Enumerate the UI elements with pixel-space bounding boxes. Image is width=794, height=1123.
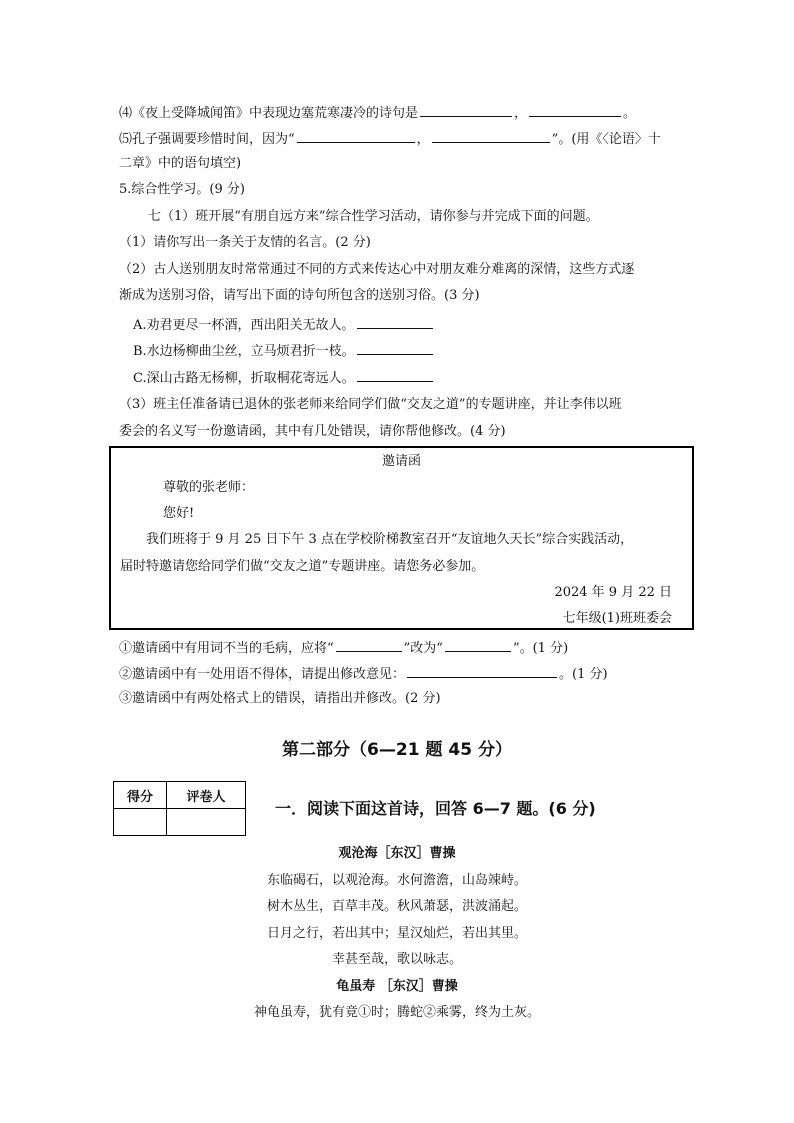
- answer-blank[interactable]: [407, 664, 557, 678]
- invitation-salutation: 尊敬的张老师：: [163, 480, 255, 495]
- question-5-3-line-b: 委会的名义写一份邀请函，其中有几处错误，请你帮他修改。(4 分): [119, 424, 506, 439]
- question-5-2-line-a: （2）古人送别朋友时常常通过不同的方式来传达心中对朋友难分难离的深情，这些方式逐: [119, 262, 635, 277]
- question-text: ⑷《夜上受降城闻笛》中表现边塞荒寒凄冷的诗句是: [119, 106, 419, 121]
- question-5-2-line-b: 渐成为送别习俗，请写出下面的诗句所包含的送别习俗。(3 分): [119, 288, 480, 303]
- part-2-title: 第二部分（6—21 题 45 分）: [282, 740, 512, 760]
- answer-blank[interactable]: [445, 638, 511, 652]
- invitation-date: 2024 年 9 月 22 日: [554, 585, 672, 600]
- grader-label: 评卷人: [167, 782, 246, 809]
- question-4-line: ⑷《夜上受降城闻笛》中表现边塞荒寒凄冷的诗句是 ， 。: [119, 103, 636, 123]
- answer-blank[interactable]: [336, 638, 402, 652]
- answer-blank[interactable]: [420, 103, 512, 117]
- answer-blank[interactable]: [357, 368, 433, 382]
- invitation-signer: 七年级(1)班班委会: [562, 611, 672, 626]
- question-5-1: （1）请你写出一条关于友情的名言。(2 分): [119, 235, 371, 250]
- question-5-intro: 七（1）班开展“有朋自远方来”综合性学习活动，请你参与并完成下面的问题。: [148, 209, 599, 224]
- poem-1-line: 日月之行，若出其中；星汉灿烂，若出其里。: [266, 926, 527, 941]
- grader-cell[interactable]: [167, 809, 246, 836]
- invitation-body-b: 届时特邀请您给同学们做“交友之道”专题讲座。请您务必参加。: [120, 559, 485, 574]
- poem-1-title: 观沧海［东汉］曹操: [338, 846, 456, 861]
- sub-question-2: ②邀请函中有一处用语不得体，请提出修改意见： 。(1 分): [119, 664, 608, 684]
- score-label: 得分: [114, 782, 167, 809]
- option-c: C.深山古路无杨柳，折取桐花寄远人。: [133, 368, 435, 388]
- poem-1-line: 东临碣石，以观沧海。水何澹澹，山岛竦峙。: [266, 873, 527, 888]
- answer-blank[interactable]: [432, 129, 550, 143]
- sub-question-1: ①邀请函中有用词不当的毛病，应将“ ”改为“ ”。(1 分): [119, 638, 568, 658]
- invitation-greeting: 您好!: [163, 506, 195, 521]
- sub-question-3: ③邀请函中有两处格式上的错误，请指出并修改。(2 分): [119, 691, 441, 706]
- question-5-fill-cont: 二章》中的语句填空): [119, 156, 242, 171]
- option-b: B.水边杨柳曲尘丝，立马烦君折一枝。: [133, 341, 435, 361]
- poem-2-title: 龟虽寿 ［东汉］曹操: [336, 979, 458, 994]
- score-table: [113, 781, 246, 836]
- question-5-heading: 5.综合性学习。(9 分): [119, 182, 245, 197]
- section-1-title: 一．阅读下面这首诗，回答 6—7 题。(6 分): [275, 799, 596, 818]
- question-5-3-line-a: （3）班主任准备请已退休的张老师来给同学们做“交友之道”的专题讲座，并让李伟以班: [119, 397, 622, 412]
- answer-blank[interactable]: [357, 341, 433, 355]
- question-5-fill-line: ⑸孔子强调要珍惜时间，因为“ ， ”。(用《〈论语〉十: [119, 129, 661, 149]
- poem-1-line: 树木丛生，百草丰茂。秋风萧瑟，洪波涌起。: [266, 899, 527, 914]
- answer-blank[interactable]: [357, 315, 433, 329]
- poem-1-line: 幸甚至哉，歌以咏志。: [331, 952, 462, 967]
- option-a: A.劝君更尽一杯酒，西出阳关无故人。: [133, 315, 435, 335]
- invitation-title: 邀请函: [381, 454, 421, 469]
- invitation-body-a: 我们班将于 9 月 25 日下午 3 点在学校阶梯教室召开“友谊地久天长”综合实践活动，: [146, 532, 634, 547]
- poem-2-line: 神龟虽寿，犹有竟①时；腾蛇②乘雾，终为土灰。: [253, 1005, 540, 1020]
- score-cell[interactable]: [114, 809, 167, 836]
- answer-blank[interactable]: [529, 103, 621, 117]
- invitation-box: [109, 446, 694, 630]
- answer-blank[interactable]: [297, 129, 415, 143]
